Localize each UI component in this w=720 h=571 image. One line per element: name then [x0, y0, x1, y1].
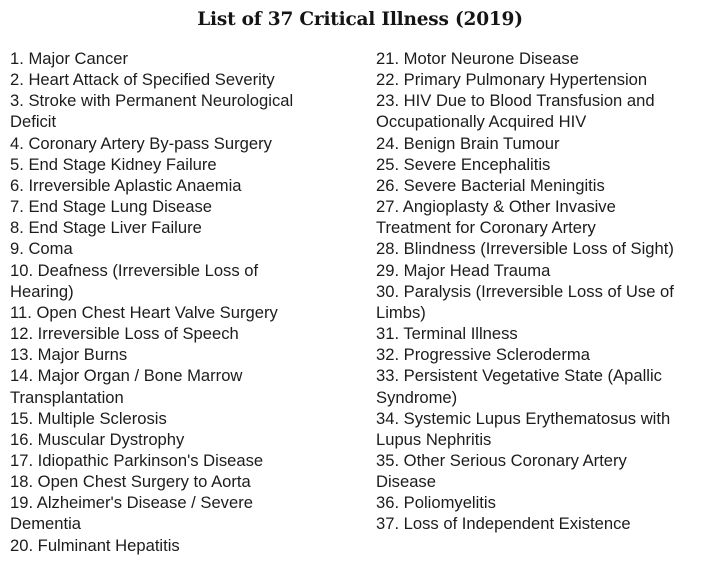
list-item — [10, 196, 360, 217]
illness-list-left-column — [10, 48, 360, 556]
list-item-text: 16. Muscular Dystrophy — [10, 429, 185, 449]
list-item-text: 30. Paralysis (Irreversible Loss of Use of — [376, 281, 674, 301]
list-item-text: 32. Progressive Scleroderma — [376, 345, 590, 365]
list-item-text: 36. Poliomyelitis — [376, 493, 496, 513]
list-item — [376, 133, 716, 154]
list-item — [10, 90, 360, 132]
list-item — [10, 302, 360, 323]
list-item — [376, 238, 716, 259]
list-item-text-continued: Disease — [376, 472, 436, 492]
list-item — [376, 90, 716, 132]
list-item — [10, 175, 360, 196]
list-item — [376, 69, 716, 90]
list-item-text-continued: Occupationally Acquired HIV — [376, 112, 587, 132]
list-item — [376, 48, 716, 69]
list-item-text: 23. HIV Due to Blood Transfusion and — [376, 91, 655, 111]
list-item-text: 4. Coronary Artery By-pass Surgery — [10, 133, 272, 153]
list-item — [10, 344, 360, 365]
list-item — [10, 217, 360, 238]
list-item-text: 11. Open Chest Heart Valve Surgery — [10, 302, 278, 322]
list-item-text-continued: Transplantation — [10, 387, 124, 407]
list-item-text: 13. Major Burns — [10, 345, 128, 365]
list-item-text: 33. Persistent Vegetative State (Apallic — [376, 366, 662, 386]
list-item-text-continued: Treatment for Coronary Artery — [376, 218, 596, 238]
list-item-text: 22. Primary Pulmonary Hypertension — [376, 70, 648, 90]
list-item — [10, 492, 360, 534]
list-item — [376, 344, 716, 365]
document-title: List of 37 Critical Illness (2019) — [197, 9, 523, 30]
list-item — [376, 492, 716, 513]
list-item-text: 17. Idiopathic Parkinson's Disease — [10, 450, 264, 470]
list-item-text: 34. Systemic Lupus Erythematosus with — [376, 408, 671, 428]
list-item — [10, 408, 360, 429]
list-item — [376, 154, 716, 175]
list-item — [10, 450, 360, 471]
list-item — [376, 365, 716, 407]
list-item-text: 14. Major Organ / Bone Marrow — [10, 366, 243, 386]
list-item-text: 5. End Stage Kidney Failure — [10, 154, 217, 174]
list-item — [10, 48, 360, 69]
list-item-text: 31. Terminal Illness — [376, 324, 518, 344]
list-item — [10, 260, 360, 302]
list-item — [376, 175, 716, 196]
list-item-text: 6. Irreversible Aplastic Anaemia — [10, 175, 242, 195]
list-item — [10, 133, 360, 154]
list-item — [376, 408, 716, 450]
list-item — [10, 471, 360, 492]
list-item-text: 7. End Stage Lung Disease — [10, 197, 213, 217]
list-item-text: 25. Severe Encephalitis — [376, 154, 551, 174]
list-item — [376, 260, 716, 281]
list-item — [376, 513, 716, 534]
list-item-text-continued: Dementia — [10, 514, 82, 534]
list-item-text: 12. Irreversible Loss of Speech — [10, 324, 239, 344]
list-item-text-continued: Lupus Nephritis — [376, 429, 492, 449]
list-item-text: 1. Major Cancer — [10, 49, 129, 68]
list-item-text: 20. Fulminant Hepatitis — [10, 535, 180, 555]
list-item-text: 15. Multiple Sclerosis — [10, 408, 167, 428]
list-item — [10, 238, 360, 259]
list-item — [10, 429, 360, 450]
list-item — [10, 535, 360, 556]
list-item — [376, 450, 716, 492]
list-item-text: 35. Other Serious Coronary Artery — [376, 450, 627, 470]
list-item-text: 19. Alzheimer's Disease / Severe — [10, 493, 253, 513]
list-item-text-continued: Syndrome) — [376, 387, 458, 407]
list-item — [10, 365, 360, 407]
list-item-text-continued: Deficit — [10, 112, 57, 132]
list-item-text: 27. Angioplasty & Other Invasive — [376, 197, 616, 217]
list-item — [376, 323, 716, 344]
list-item-text: 9. Coma — [10, 239, 73, 259]
list-item — [10, 69, 360, 90]
list-item — [376, 281, 716, 323]
illness-list-right-column — [376, 48, 716, 535]
list-item-text: 8. End Stage Liver Failure — [10, 218, 202, 238]
list-item-text: 28. Blindness (Irreversible Loss of Sight) — [376, 239, 674, 259]
list-item-text-continued: Limbs) — [376, 302, 426, 322]
list-item-text: 2. Heart Attack of Specified Severity — [10, 70, 275, 90]
list-item — [10, 323, 360, 344]
list-item-text: 26. Severe Bacterial Meningitis — [376, 175, 605, 195]
list-item-text: 10. Deafness (Irreversible Loss of — [10, 260, 259, 280]
list-item-text: 37. Loss of Independent Existence — [376, 514, 631, 534]
list-item-text: 18. Open Chest Surgery to Aorta — [10, 472, 251, 492]
list-item-text: 24. Benign Brain Tumour — [376, 133, 560, 153]
list-item — [10, 154, 360, 175]
list-item-text-continued: Hearing) — [10, 281, 74, 301]
list-item-text: 3. Stroke with Permanent Neurological — [10, 91, 294, 111]
list-item-text: 21. Motor Neurone Disease — [376, 49, 579, 68]
list-item — [376, 196, 716, 238]
list-item-text: 29. Major Head Trauma — [376, 260, 551, 280]
